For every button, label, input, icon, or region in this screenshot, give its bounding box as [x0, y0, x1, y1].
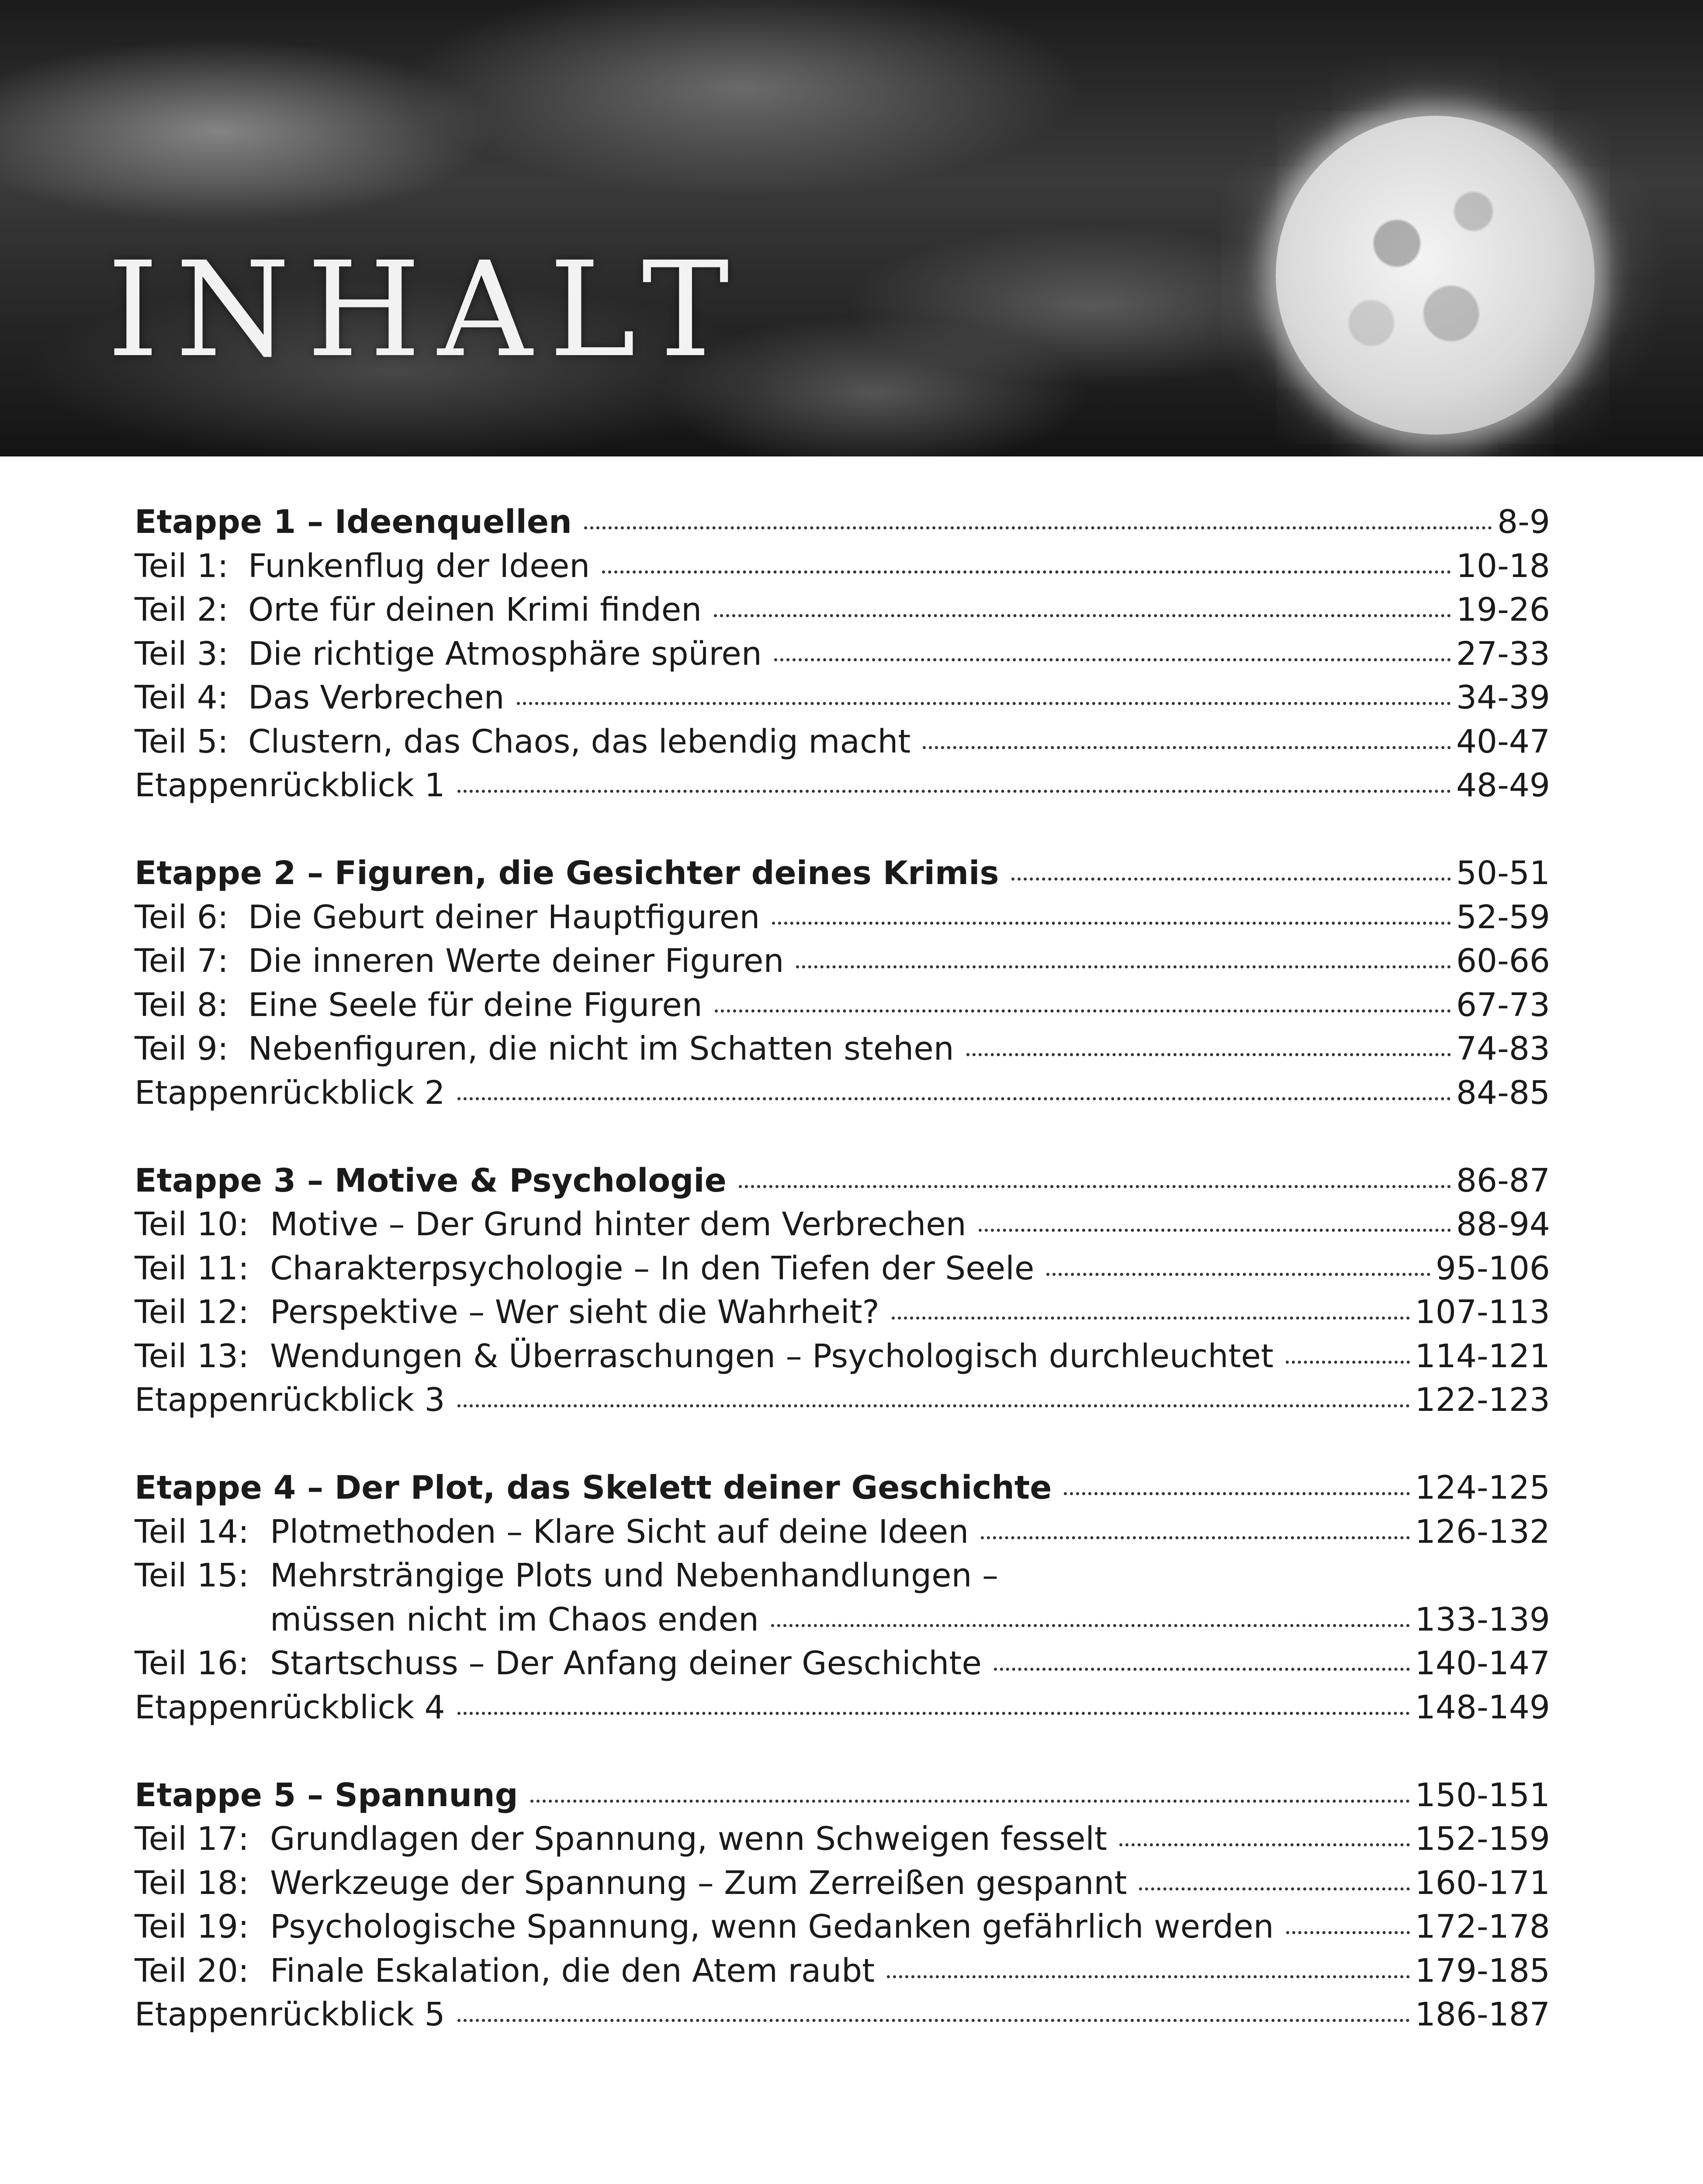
toc-entry-number: Teil 19: — [135, 1908, 249, 1946]
toc-entry-label: Die richtige Atmosphäre spüren — [248, 635, 762, 673]
section-spacer — [135, 1115, 1550, 1159]
dot-leader — [796, 965, 1451, 968]
dot-leader — [887, 1975, 1410, 1978]
toc-entry-number: Teil 10: — [135, 1206, 249, 1243]
toc-page-range: 74-83 — [1456, 1030, 1550, 1068]
dot-leader — [979, 1229, 1451, 1232]
toc-entry-label: Orte für deinen Krimi finden — [248, 591, 702, 629]
toc-entry — [135, 1247, 1550, 1291]
toc-entry — [135, 1861, 1550, 1905]
dot-leader — [714, 614, 1451, 617]
header-banner — [0, 0, 1703, 456]
toc-page-range: 19-26 — [1456, 591, 1550, 629]
toc-section-heading — [135, 500, 1550, 544]
table-of-contents — [135, 500, 1550, 2037]
toc-entry-label: Etappenrückblick 1 — [135, 767, 445, 804]
toc-entry-label: Motive – Der Grund hinter dem Verbrechen — [270, 1206, 966, 1243]
toc-entry — [135, 676, 1550, 720]
toc-entry-label: Etappenrückblick 3 — [135, 1381, 445, 1419]
toc-page-range: 60-66 — [1456, 942, 1550, 980]
toc-entry — [135, 1334, 1550, 1379]
toc-entry-label: Das Verbrechen — [248, 679, 505, 716]
toc-section-heading — [135, 1773, 1550, 1818]
toc-entry-number: Teil 5: — [135, 722, 228, 760]
toc-page-range: 88-94 — [1456, 1206, 1550, 1243]
section-spacer — [135, 808, 1550, 852]
toc-page-range: 40-47 — [1456, 722, 1550, 760]
toc-entry-label: Startschuss – Der Anfang deiner Geschichte — [270, 1645, 982, 1682]
toc-entry-number: Teil 4: — [135, 679, 228, 716]
toc-page-range: 84-85 — [1456, 1074, 1550, 1112]
toc-entry-label: Etappenrückblick 2 — [135, 1074, 445, 1112]
toc-entry — [135, 1203, 1550, 1247]
toc-page-range: 150-151 — [1415, 1776, 1550, 1814]
toc-entry-number: Teil 16: — [135, 1645, 249, 1682]
toc-entry-label: Die Geburt deiner Hauptfiguren — [248, 898, 760, 936]
toc-page-range: 172-178 — [1415, 1908, 1550, 1946]
toc-entry-number: Teil 3: — [135, 635, 228, 673]
toc-entry — [135, 895, 1550, 940]
toc-page-range: 8-9 — [1497, 503, 1550, 541]
toc-entry-label: Eine Seele für deine Figuren — [248, 986, 703, 1024]
toc-section-heading — [135, 1466, 1550, 1510]
toc-entry — [135, 1598, 1550, 1642]
dot-leader — [1286, 1931, 1410, 1934]
dot-leader — [517, 702, 1451, 705]
dot-leader — [457, 1404, 1410, 1407]
toc-entry — [135, 983, 1550, 1027]
toc-entry — [135, 1641, 1550, 1686]
dot-leader — [1011, 878, 1451, 881]
dot-leader — [602, 570, 1451, 574]
toc-entry-number: Teil 11: — [135, 1249, 249, 1287]
toc-page-range: 86-87 — [1456, 1161, 1550, 1199]
toc-page-range: 95-106 — [1435, 1249, 1550, 1287]
toc-page-range: 148-149 — [1415, 1688, 1550, 1726]
dot-leader — [892, 1317, 1410, 1320]
dot-leader — [1046, 1273, 1430, 1276]
toc-entry-number: Teil 15: — [135, 1557, 249, 1594]
dot-leader — [457, 790, 1451, 793]
toc-page-range: 48-49 — [1456, 767, 1550, 804]
toc-page-range: 52-59 — [1456, 898, 1550, 936]
toc-review-entry — [135, 764, 1550, 808]
toc-entry-label: Funkenflug der Ideen — [248, 547, 590, 585]
toc-page-range: 179-185 — [1415, 1952, 1550, 1990]
dot-leader — [739, 1185, 1451, 1188]
toc-page-range: 126-132 — [1415, 1513, 1550, 1551]
toc-page-range: 50-51 — [1456, 854, 1550, 892]
toc-entry-label: Etappenrückblick 5 — [135, 1996, 445, 2033]
dot-leader — [771, 1624, 1410, 1627]
dot-leader — [966, 1053, 1451, 1056]
toc-entry-number: Teil 2: — [135, 591, 228, 629]
toc-page-range: 160-171 — [1415, 1864, 1550, 1902]
toc-entry-label: Etappe 3 – Motive & Psychologie — [135, 1161, 727, 1199]
dot-leader — [715, 1009, 1451, 1013]
dot-leader — [1139, 1887, 1409, 1890]
toc-page-range: 124-125 — [1415, 1469, 1550, 1507]
toc-entry-label: Die inneren Werte deiner Figuren — [248, 942, 784, 980]
toc-entry-number: Teil 12: — [135, 1293, 249, 1331]
dot-leader — [1286, 1361, 1410, 1364]
dot-leader — [1064, 1492, 1409, 1495]
toc-page-range: 140-147 — [1415, 1645, 1550, 1682]
toc-entry-number: Teil 17: — [135, 1820, 249, 1858]
toc-entry — [135, 1290, 1550, 1334]
toc-entry — [135, 1905, 1550, 1949]
toc-page-range: 133-139 — [1415, 1600, 1550, 1638]
toc-entry — [135, 544, 1550, 588]
toc-entry-label: Etappenrückblick 4 — [135, 1688, 445, 1726]
toc-section-heading — [135, 851, 1550, 895]
toc-entry-number: Teil 6: — [135, 898, 228, 936]
toc-entry-label: Werkzeuge der Spannung – Zum Zerreißen gespannt — [270, 1864, 1127, 1902]
toc-entry — [135, 1817, 1550, 1861]
toc-entry-label: Etappe 5 – Spannung — [135, 1776, 518, 1814]
toc-entry-number: Teil 1: — [135, 547, 228, 585]
section-spacer — [135, 1729, 1550, 1773]
dot-leader — [994, 1668, 1410, 1671]
toc-review-entry — [135, 1993, 1550, 2037]
toc-entry-number: Teil 14: — [135, 1513, 249, 1551]
toc-entry-number: Teil 20: — [135, 1952, 249, 1990]
toc-review-entry — [135, 1686, 1550, 1730]
dot-leader — [923, 746, 1451, 749]
toc-page-range: 27-33 — [1456, 635, 1550, 673]
toc-page-range: 34-39 — [1456, 679, 1550, 716]
toc-entry-label: Etappe 4 – Der Plot, das Skelett deiner Geschichte — [135, 1469, 1052, 1507]
toc-entry-label: Finale Eskalation, die den Atem raubt — [270, 1952, 875, 1990]
toc-entry-label: Etappe 2 – Figuren, die Gesichter deines Krimis — [135, 854, 999, 892]
toc-entry-label: Psychologische Spannung, wenn Gedanken gefährlich werden — [270, 1908, 1274, 1946]
dot-leader — [981, 1536, 1410, 1539]
moon-image — [1276, 116, 1595, 435]
dot-leader — [584, 526, 1492, 529]
toc-entry-number: Teil 8: — [135, 986, 228, 1024]
toc-entry — [135, 720, 1550, 764]
toc-review-entry — [135, 1071, 1550, 1115]
toc-page-range: 107-113 — [1415, 1293, 1550, 1331]
toc-entry — [135, 1027, 1550, 1071]
page-title: INHALT — [107, 234, 746, 386]
toc-review-entry — [135, 1378, 1550, 1422]
toc-entry-label: Mehrsträngige Plots und Nebenhandlungen – — [270, 1557, 999, 1594]
toc-entry-label: Grundlagen der Spannung, wenn Schweigen fesselt — [270, 1820, 1107, 1858]
toc-entry — [135, 1554, 1550, 1598]
toc-section-heading — [135, 1159, 1550, 1203]
dot-leader — [530, 1800, 1410, 1803]
toc-entry-label: Etappe 1 – Ideenquellen — [135, 503, 572, 541]
toc-page-range: 10-18 — [1456, 547, 1550, 585]
dot-leader — [457, 1712, 1410, 1715]
toc-entry-label: Perspektive – Wer sieht die Wahrheit? — [270, 1293, 879, 1331]
toc-entry-label: Plotmethoden – Klare Sicht auf deine Ideen — [270, 1513, 969, 1551]
toc-entry-label: Nebenfiguren, die nicht im Schatten stehen — [248, 1030, 954, 1068]
toc-page-range: 152-159 — [1415, 1820, 1550, 1858]
toc-entry — [135, 632, 1550, 676]
dot-leader — [457, 1097, 1451, 1100]
toc-entry — [135, 588, 1550, 632]
dot-leader — [772, 922, 1451, 925]
toc-entry-label: müssen nicht im Chaos enden — [270, 1600, 759, 1638]
toc-page-range: 186-187 — [1415, 1996, 1550, 2033]
dot-leader — [774, 658, 1451, 661]
toc-entry-number: Teil 7: — [135, 942, 228, 980]
toc-page-range: 67-73 — [1456, 986, 1550, 1024]
toc-entry — [135, 1949, 1550, 1993]
toc-entry-label: Clustern, das Chaos, das lebendig macht — [248, 722, 911, 760]
toc-entry — [135, 939, 1550, 983]
toc-entry — [135, 1510, 1550, 1554]
toc-page-range: 122-123 — [1415, 1381, 1550, 1419]
toc-entry-label: Charakterpsychologie – In den Tiefen der Seele — [270, 1249, 1035, 1287]
toc-entry-label: Wendungen & Überraschungen – Psychologisch durchleuchtet — [270, 1337, 1274, 1375]
toc-entry-number: Teil 18: — [135, 1864, 249, 1902]
toc-page-range: 114-121 — [1415, 1337, 1550, 1375]
section-spacer — [135, 1422, 1550, 1466]
dot-leader — [1119, 1843, 1410, 1846]
dot-leader — [457, 2019, 1410, 2022]
toc-entry-number: Teil 13: — [135, 1337, 249, 1375]
toc-entry-number: Teil 9: — [135, 1030, 228, 1068]
